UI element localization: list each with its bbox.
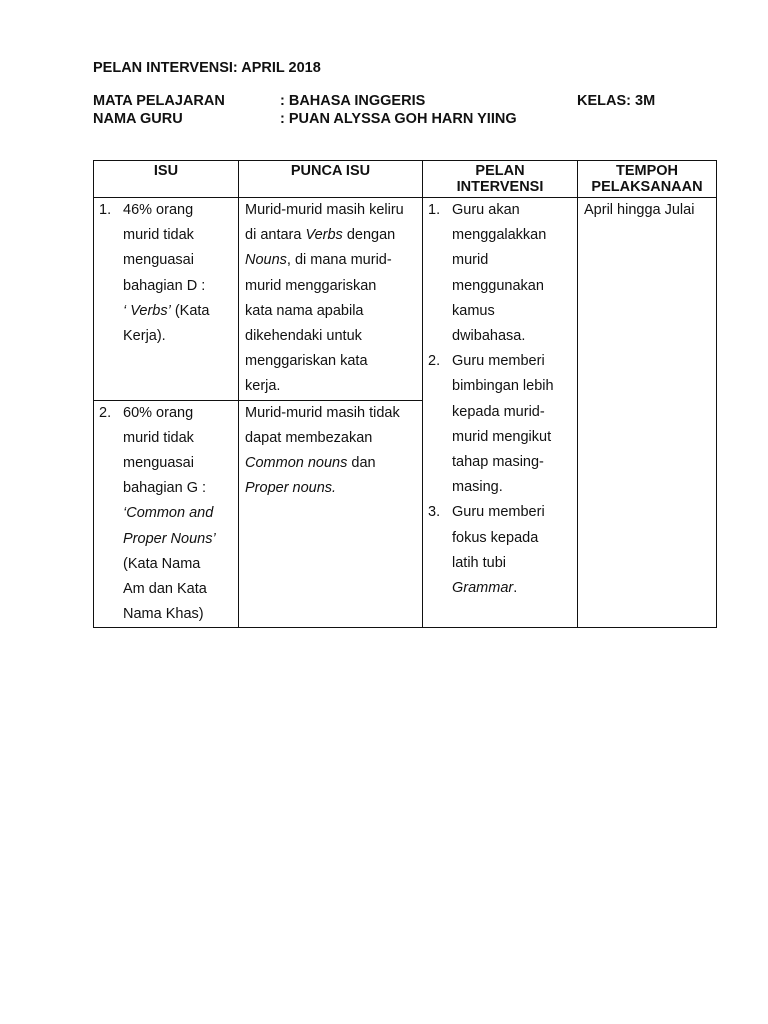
class-label: KELAS: 3M bbox=[577, 93, 656, 109]
table-header-row bbox=[94, 161, 717, 198]
subject-value: : BAHASA INGGERIS bbox=[280, 93, 426, 109]
item-number: 2. bbox=[99, 404, 112, 421]
header-pelan-intervensi: PELAN INTERVENSI bbox=[423, 161, 578, 198]
teacher-label: NAMA GURU bbox=[93, 111, 183, 127]
item-number: 1. bbox=[99, 202, 112, 218]
header-punca-isu: PUNCA ISU bbox=[239, 161, 423, 198]
punca-cell: Murid-murid masih tidak dapat membezakan Common nouns dan Proper nouns. bbox=[239, 400, 423, 628]
header-tempoh-pelaksanaan: TEMPOH PELAKSANAAN bbox=[578, 161, 717, 198]
header-isu: ISU bbox=[94, 161, 239, 198]
pelan-intervensi-cell: 1. Guru akan menggalakkan murid menggunakan kamus dwibahasa. 2. Guru memberi bimbingan lebih kepada murid- murid mengikut tahap masing- masing. 3. Guru memberi fokus kepada latih tubi Grammar. bbox=[423, 198, 578, 628]
document-title: PELAN INTERVENSI: APRIL 2018 bbox=[93, 60, 321, 76]
punca-cell: Murid-murid masih keliru di antara Verbs dengan Nouns, di mana murid- murid menggariskan kata nama apabila dikehendaki untuk menggariskan kata kerja. bbox=[239, 198, 423, 401]
isu-cell: 2. 60% orang murid tidak menguasai bahagian G : ‘Common and Proper Nouns’ (Kata Nama Am dan Kata Nama Khas) bbox=[94, 400, 239, 628]
isu-cell: 1. 46% orang murid tidak menguasai bahagian D : ‘ Verbs’ (Kata Kerja). bbox=[94, 198, 239, 401]
intervention-table bbox=[93, 160, 717, 628]
tempoh-cell: April hingga Julai bbox=[578, 198, 717, 628]
subject-label: MATA PELAJARAN bbox=[93, 93, 225, 109]
teacher-value: : PUAN ALYSSA GOH HARN YIING bbox=[280, 111, 517, 127]
table-row bbox=[94, 198, 717, 401]
